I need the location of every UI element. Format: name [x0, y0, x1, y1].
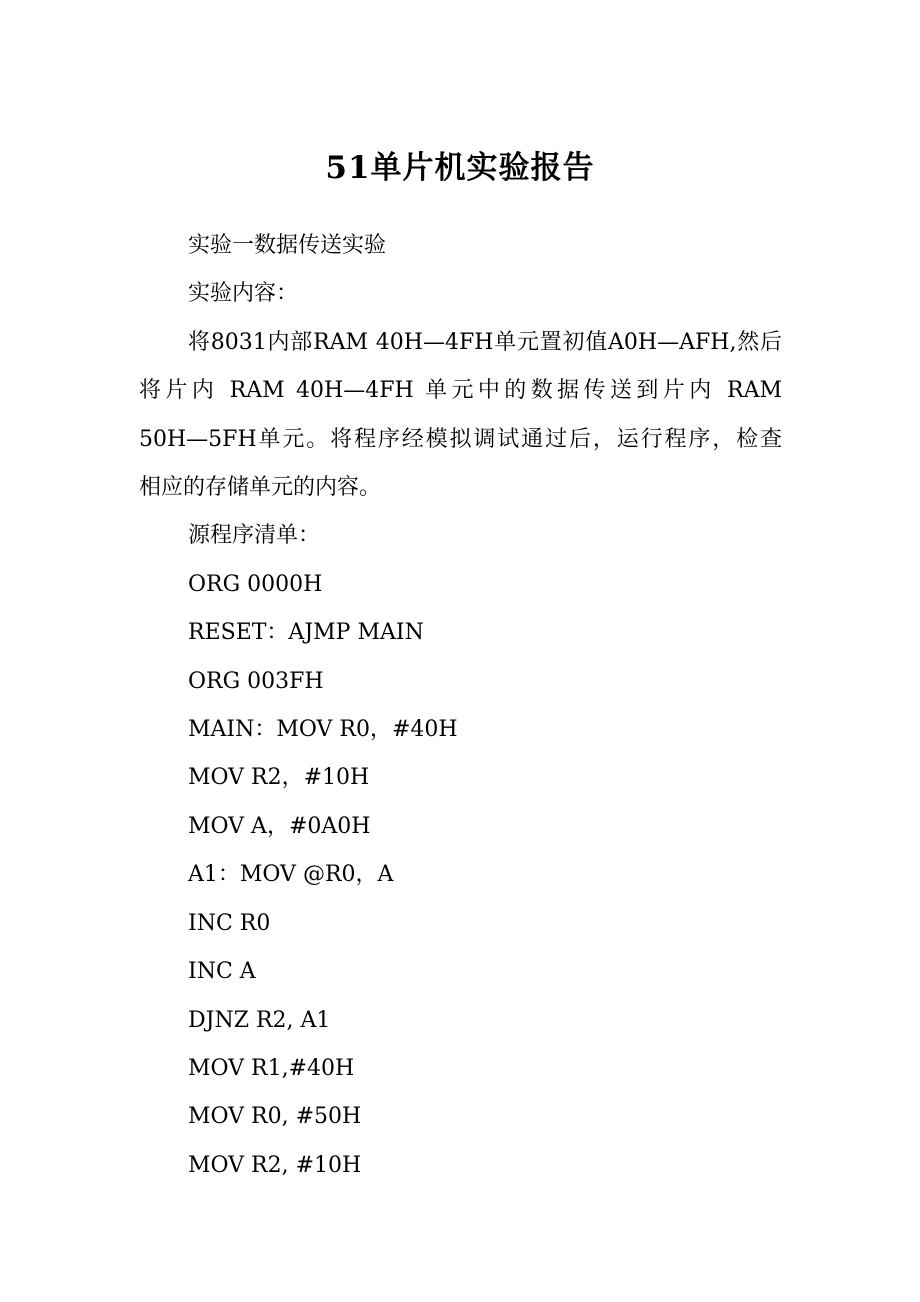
code-line: INC R0 — [188, 910, 271, 936]
content-paragraph-line: 将片内 RAM 40H—4FH 单元中的数据传送到片内 RAM — [139, 378, 782, 404]
code-line: MOV R2, #10H — [188, 1152, 362, 1178]
document-body — [139, 222, 782, 1190]
source-label: 源程序清单： — [188, 523, 321, 549]
code-line: MOV R2，#10H — [188, 765, 370, 791]
code-line: ORG 0000H — [188, 571, 323, 597]
code-line: INC A — [188, 959, 256, 985]
code-line: A1：MOV @R0，A — [188, 862, 394, 888]
code-line: MOV R0, #50H — [188, 1104, 362, 1130]
code-line: RESET：AJMP MAIN — [188, 620, 424, 646]
code-line: MAIN：MOV R0，#40H — [188, 717, 458, 743]
code-line: DJNZ R2, A1 — [188, 1007, 331, 1033]
content-label: 实验内容： — [188, 281, 299, 307]
experiment-heading: 实验一数据传送实验 — [188, 233, 387, 258]
content-paragraph-line: 将8031内部RAM 40H—4FH单元置初值A0H—AFH,然后 — [188, 329, 782, 355]
content-paragraph-line: 50H—5FH单元。将程序经模拟调试通过后，运行程序，检查 — [139, 426, 782, 452]
code-line: MOV R1,#40H — [188, 1055, 355, 1081]
code-line: MOV A，#0A0H — [188, 813, 371, 839]
content-paragraph-line: 相应的存储单元的内容。 — [139, 475, 382, 501]
code-line: ORG 003FH — [188, 668, 324, 694]
document-title: 51单片机实验报告 — [325, 150, 595, 186]
